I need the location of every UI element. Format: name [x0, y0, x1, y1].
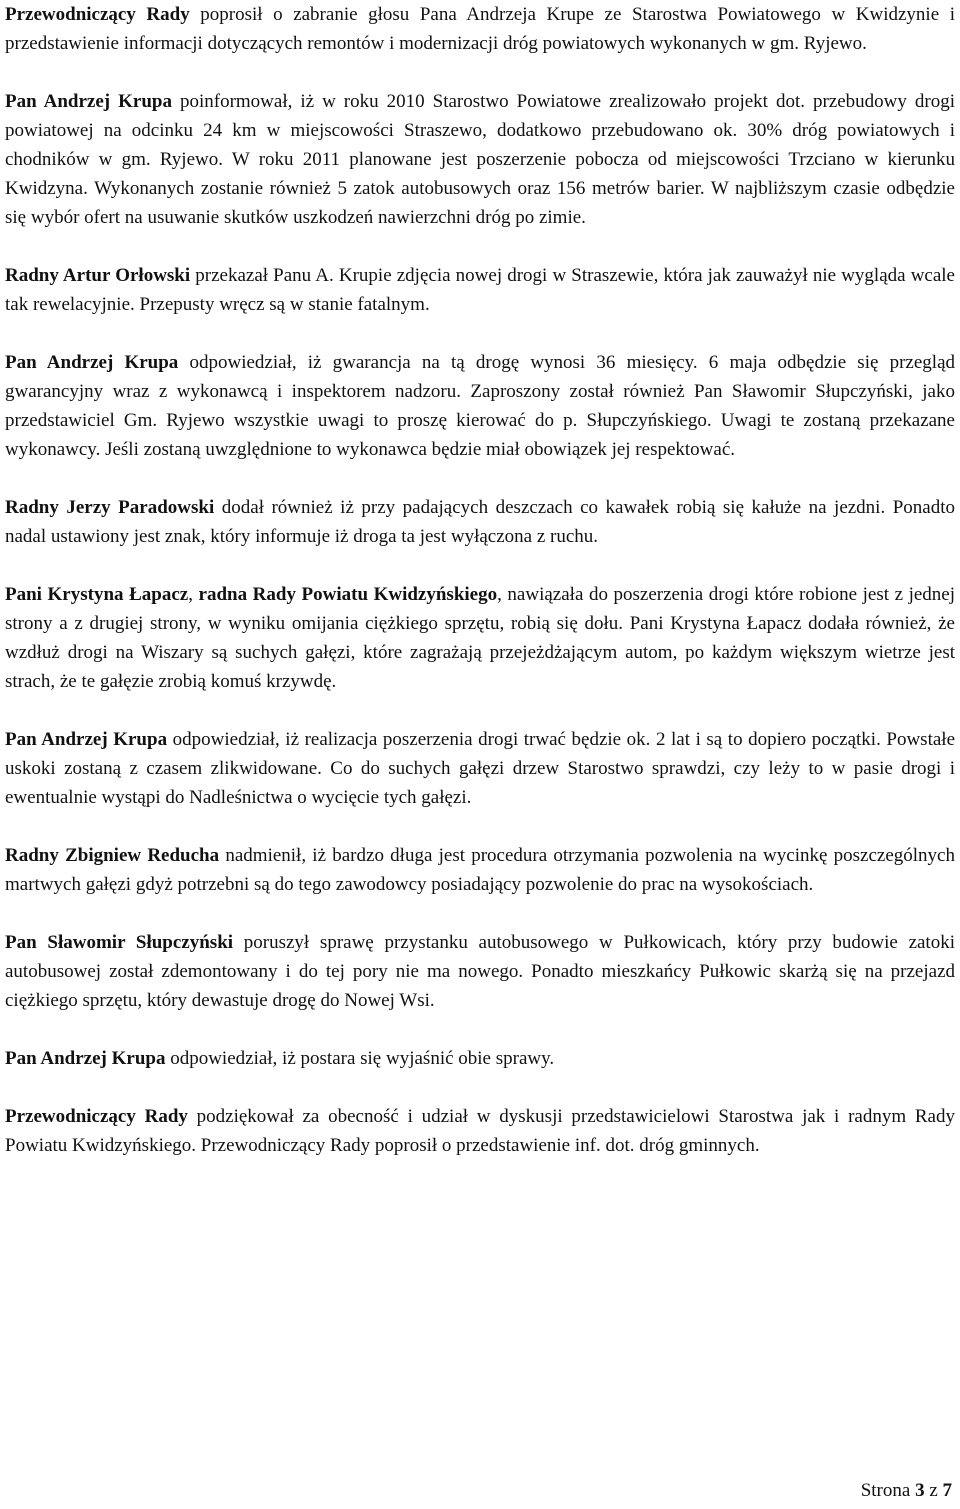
page-number	[861, 1476, 952, 1505]
speaker-name: Radny Jerzy Paradowski	[5, 497, 215, 518]
speaker-name: Przewodniczący Rady	[5, 1106, 188, 1127]
speaker-name: Pan Andrzej Krupa	[5, 91, 172, 112]
paragraph-text: , nawiązała do poszerzenia drogi które robione jest z jednej strony a z drugiej strony, w wyniku omijania ciężkiego sprzętu, robią się dołu. Pani Krystyna Łapacz dodała również, że wzdłuż drogi na Wiszary są suchych gałęzi, które zagrażają przejeżdżającym autom, po każdym większym wietrze jest strach, że te gałęzie zrobią komuś krzywdę.	[5, 584, 956, 692]
paragraph-text: poruszył sprawę przystanku autobusowego w Pułkowicach, który przy budowie zatoki autobusowej został zdemontowany i do tej pory nie ma nowego. Ponadto mieszkańcy Pułkowic skarżą się na przejazd ciężkiego sprzętu, który dewastuje drogę do Nowej Wsi.	[5, 932, 955, 1011]
page-number-prefix: Strona	[860, 1480, 916, 1501]
paragraph-text: odpowiedział, iż gwarancja na tą drogę wynosi 36 miesięcy. 6 maja odbędzie się przegląd gwarancyjny wraz z wykonawcą i inspektorem nadzoru. Zaproszony został również Pan Sławomir Słupczyński, jako przedstawiciel Gm. Ryjewo wszystkie uwagi to proszę kierować do p. Słupczyńskiego. Uwagi te zostaną przekazane wykonawcy. Jeśli zostaną uwzględnione to wykonawca będzie miał obowiązek jej respektować.	[5, 352, 955, 460]
paragraph-4	[5, 348, 955, 464]
paragraph-text: odpowiedział, iż realizacja poszerzenia drogi trwać będzie ok. 2 lat i są to dopiero początki. Powstałe uskoki zostaną z czasem zlikwidowane. Co do suchych gałęzi drzew Starostwo sprawdzi, czy leży to w pasie drogi i ewentualnie wystąpi do Nadleśnictwa o wycięcie tych gałęzi.	[5, 729, 955, 808]
paragraph-text: poinformował, iż w roku 2010 Starostwo Powiatowe zrealizowało projekt dot. przebudowy drogi powiatowej na odcinku 24 km w miejscowości Straszewo, dodatkowo przebudowano ok. 30% dróg powiatowych i chodników w gm. Ryjewo. W roku 2011 planowane jest poszerzenie pobocza od miejscowości Trzciano w kierunku Kwidzyna. Wykonanych zostanie również 5 zatok autobusowych oraz 156 metrów barier. W najbliższym czasie odbędzie się wybór ofert na usuwanie skutków uszkodzeń nawierzchni dróg po zimie.	[5, 91, 956, 228]
paragraph-1	[5, 0, 955, 58]
speaker-name: Pan Andrzej Krupa	[5, 352, 179, 373]
paragraph-7	[5, 725, 955, 812]
paragraph-10	[5, 1044, 955, 1073]
name-separator: ,	[188, 584, 199, 605]
paragraph-text: przekazał Panu A. Krupie zdjęcia nowej drogi w Straszewie, która jak zauważył nie wygląda wcale tak rewelacyjnie. Przepusty wręcz są w stanie fatalnym.	[5, 265, 955, 315]
page-number-separator: z	[924, 1480, 943, 1501]
speaker-name: Przewodniczący Rady	[5, 4, 190, 25]
paragraph-6	[5, 580, 955, 696]
speaker-name: Pan Sławomir Słupczyński	[5, 932, 234, 953]
paragraph-text: odpowiedział, iż postara się wyjaśnić obie sprawy.	[165, 1048, 555, 1069]
paragraph-text: nadmienił, iż bardzo długa jest procedura otrzymania pozwolenia na wycinkę poszczególnych martwych gałęzi gdyż potrzebni są do tego zawodowcy posiadający pozwolenie do prac na wysokościach.	[5, 845, 955, 895]
page-number-total: 7	[942, 1480, 952, 1501]
speaker-title: radna Rady Powiatu Kwidzyńskiego	[198, 584, 498, 605]
paragraph-text: podziękował za obecność i udział w dyskusji przedstawicielowi Starostwa jak i radnym Rady Powiatu Kwidzyńskiego. Przewodniczący Rady poprosił o przedstawienie inf. dot. dróg gminnych.	[5, 1106, 955, 1156]
paragraph-5	[5, 493, 955, 551]
speaker-name: Pani Krystyna Łapacz	[5, 584, 189, 605]
speaker-name: Radny Zbigniew Reducha	[5, 845, 220, 866]
paragraph-text: poprosił o zabranie głosu Pana Andrzeja Krupe ze Starostwa Powiatowego w Kwidzynie i przedstawienie informacji dotyczących remontów i modernizacji dróg powiatowych wykonanych w gm. Ryjewo.	[5, 4, 955, 54]
paragraph-9	[5, 928, 955, 1015]
document-page	[5, 0, 955, 1160]
page-number-current: 3	[915, 1480, 925, 1501]
paragraph-11	[5, 1102, 955, 1160]
speaker-name: Radny Artur Orłowski	[5, 265, 191, 286]
speaker-name: Pan Andrzej Krupa	[5, 729, 168, 750]
paragraph-3	[5, 261, 955, 319]
paragraph-text: dodał również iż przy padających deszczach co kawałek robią się kałuże na jezdni. Ponadto nadal ustawiony jest znak, który informuje iż droga ta jest wyłączona z ruchu.	[5, 497, 956, 547]
speaker-name: Pan Andrzej Krupa	[5, 1048, 166, 1069]
paragraph-8	[5, 841, 955, 899]
paragraph-2	[5, 87, 955, 232]
